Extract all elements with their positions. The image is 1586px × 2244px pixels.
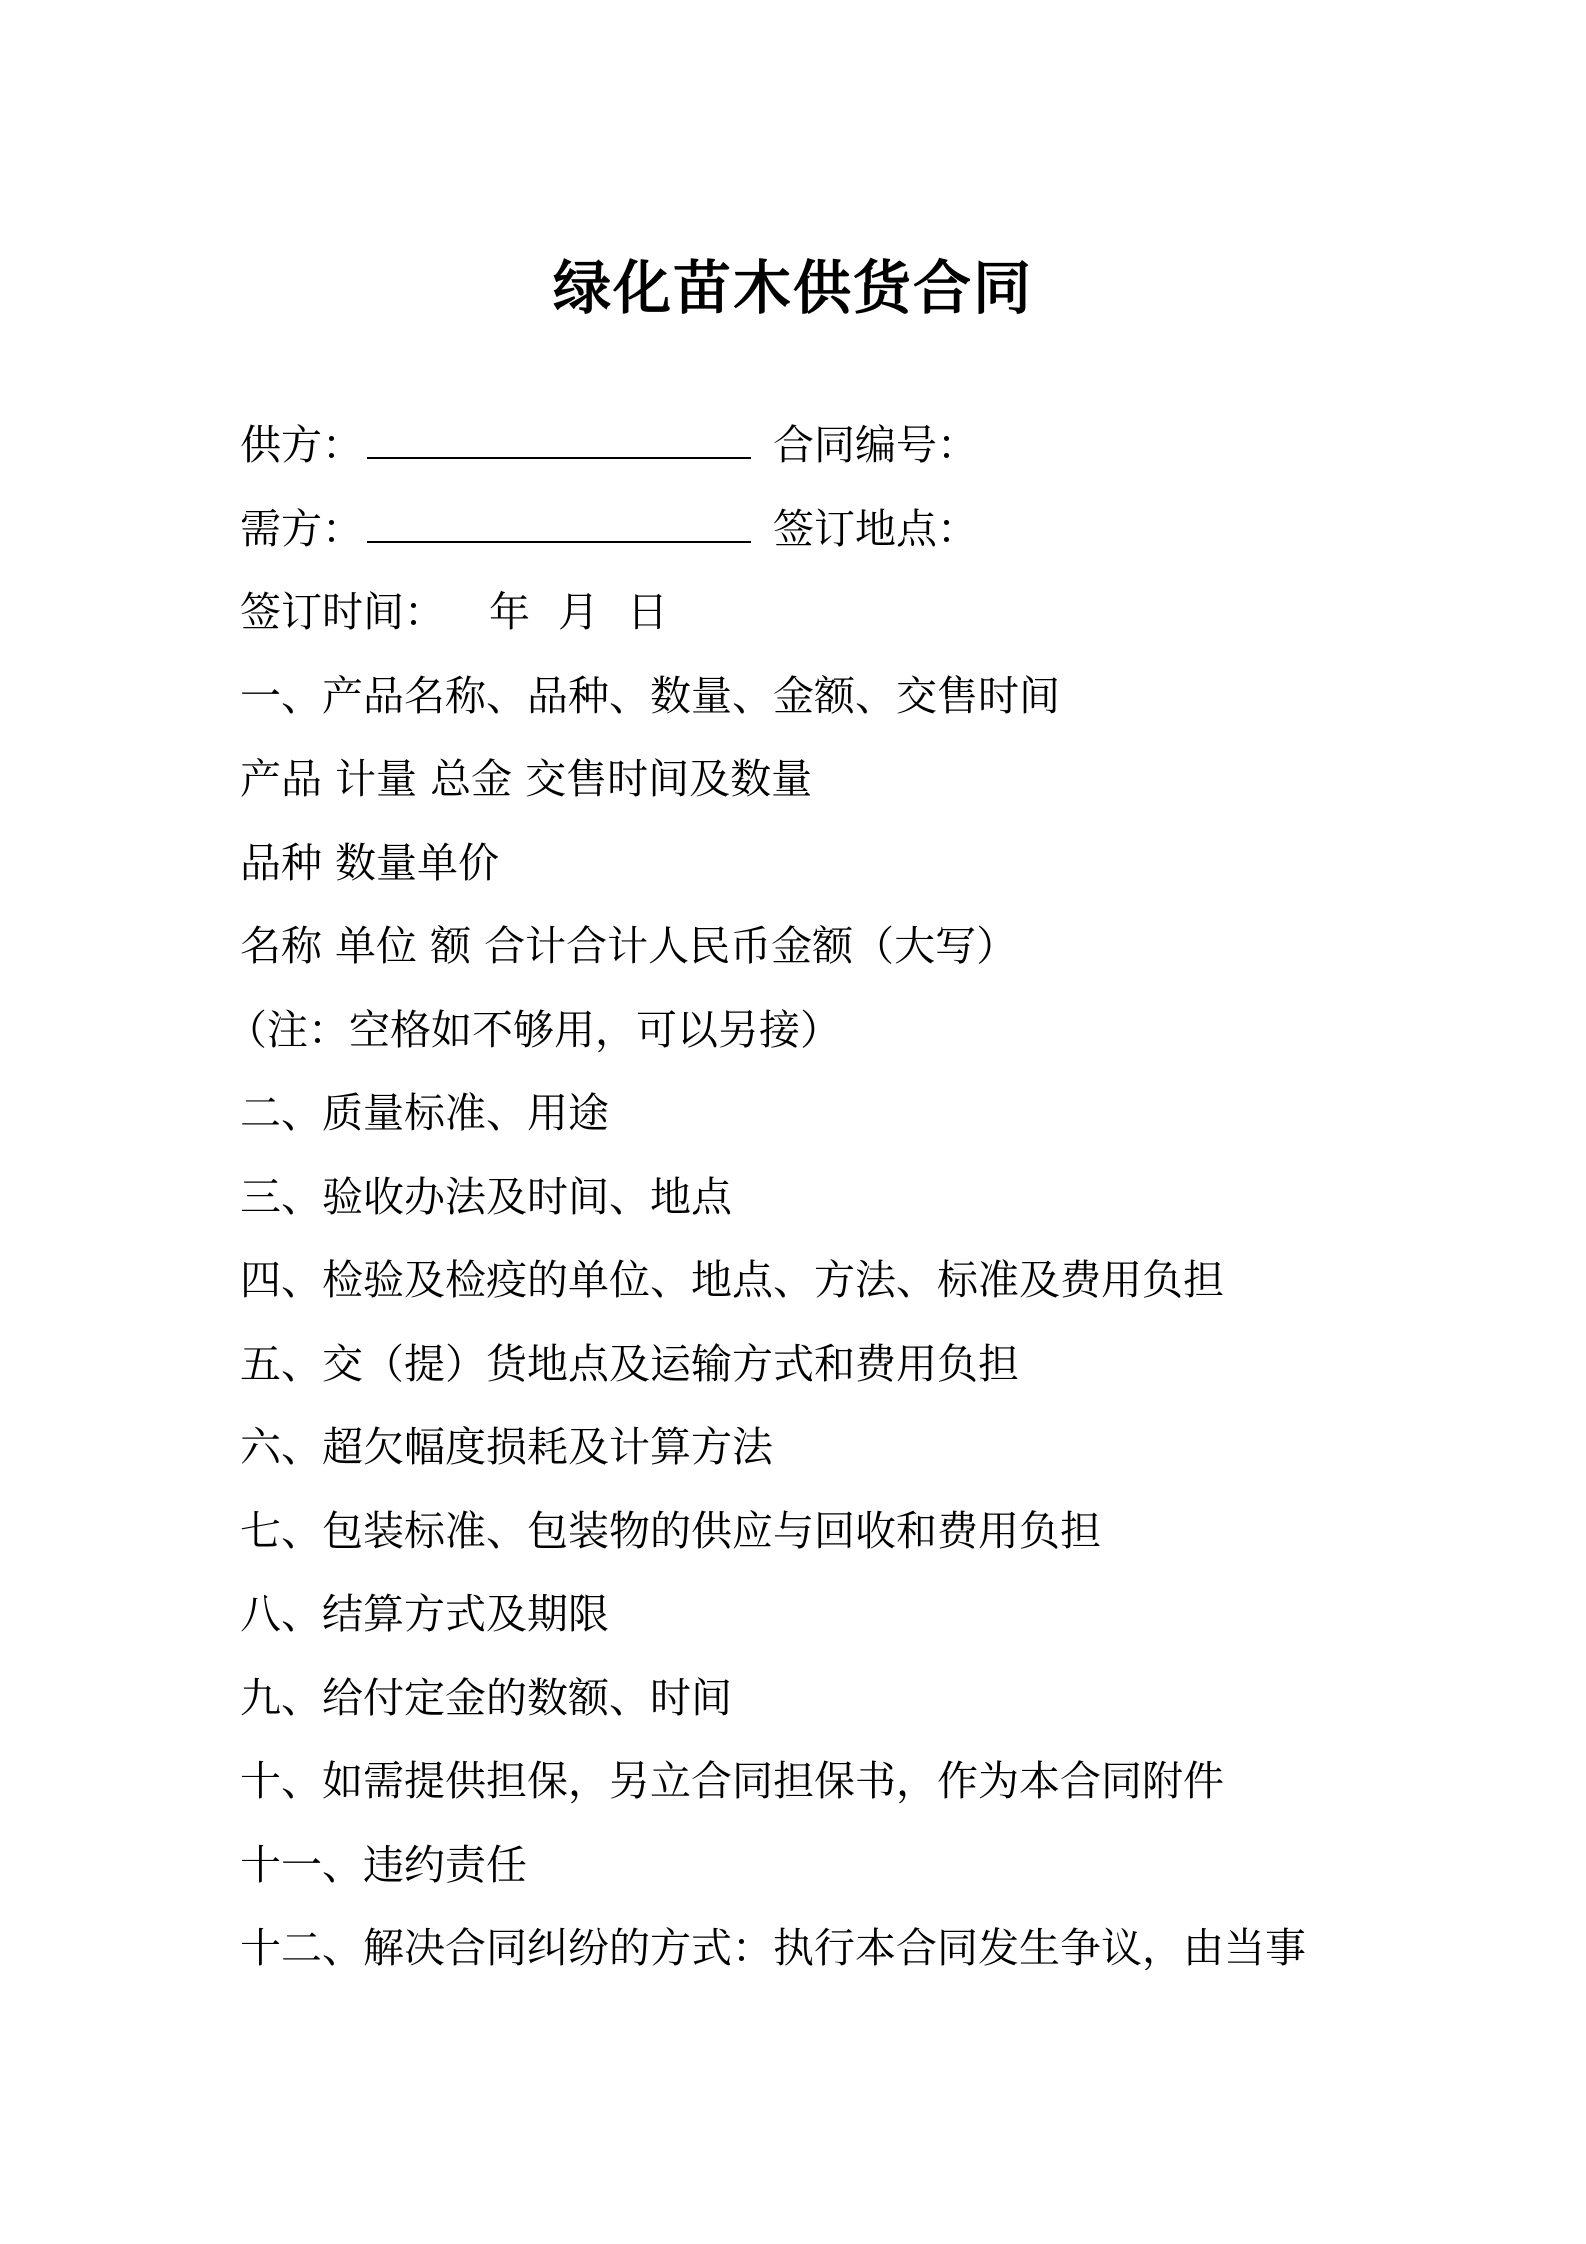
clause-1: 一、产品名称、品种、数量、金额、交售时间 — [240, 671, 1060, 720]
clause-12: 十二、解决合同纠纷的方式：执行本合同发生争议，由当事 — [240, 1924, 1306, 1972]
table-row-1: 产品 计量 总金 交售时间及数量 — [240, 755, 813, 803]
sign-time-label: 签订时间： — [240, 588, 445, 636]
clause-10: 十、如需提供担保，另立合同担保书，作为本合同附件 — [240, 1757, 1224, 1805]
month-label: 月 — [558, 588, 599, 636]
supplier-row — [240, 404, 1520, 488]
clause-11: 十一、违约责任 — [240, 1840, 527, 1889]
table-note: （注：空格如不够用，可以另接） — [226, 1005, 841, 1054]
table-row-2: 品种 数量单价 — [240, 838, 500, 887]
supplier-label: 供方： — [240, 421, 363, 469]
table-row-3: 名称 单位 额 合计合计人民币金额（大写） — [240, 922, 1018, 970]
buyer-label: 需方： — [240, 504, 363, 553]
clause-2: 二、质量标准、用途 — [240, 1089, 609, 1137]
sign-place-label: 签订地点： — [773, 504, 978, 553]
clause-8: 八、结算方式及期限 — [240, 1590, 609, 1638]
document-body — [226, 404, 1520, 1991]
year-label: 年 — [489, 588, 530, 636]
day-label: 日 — [627, 588, 668, 636]
supplier-blank-line — [367, 427, 751, 459]
clause-4: 四、检验及检疫的单位、地点、方法、标准及费用负担 — [240, 1256, 1224, 1304]
clause-9: 九、给付定金的数额、时间 — [240, 1673, 732, 1722]
contract-no-label: 合同编号： — [773, 421, 978, 469]
sign-time-row — [240, 571, 1520, 655]
clause-5: 五、交（提）货地点及运输方式和费用负担 — [240, 1339, 1019, 1388]
clause-6: 六、超欠幅度损耗及计算方法 — [240, 1423, 773, 1471]
clause-7: 七、包装标准、包装物的供应与回收和费用负担 — [240, 1506, 1101, 1555]
buyer-row — [240, 488, 1520, 572]
clause-3: 三、验收办法及时间、地点 — [240, 1172, 732, 1221]
buyer-blank-line — [367, 511, 751, 543]
document-title: 绿化苗木供货合同 — [552, 254, 1033, 322]
